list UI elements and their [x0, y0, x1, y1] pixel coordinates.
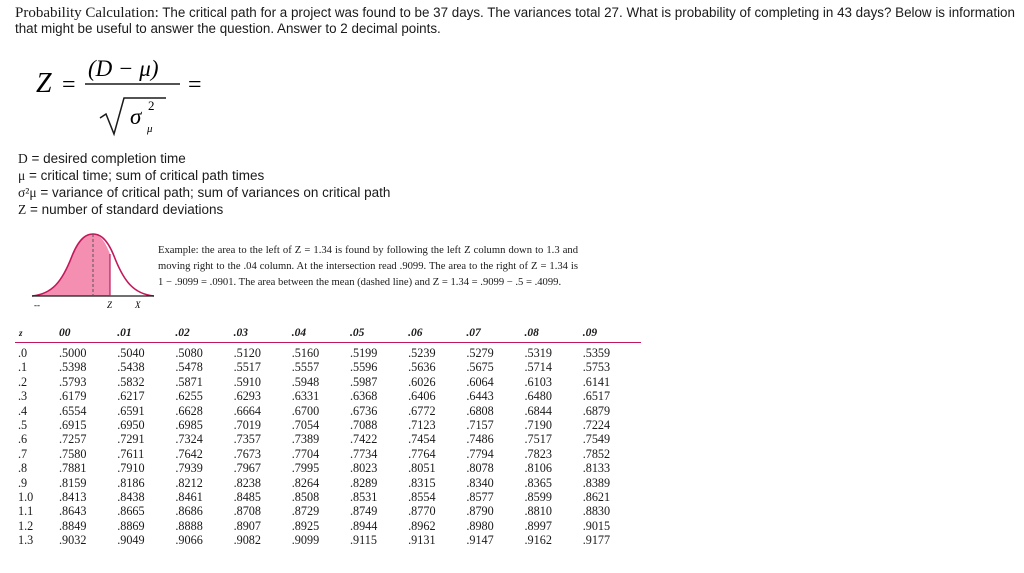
- probability-cell: .5000: [59, 346, 87, 360]
- probability-cell: .6443: [466, 389, 494, 404]
- probability-cell: .7642: [175, 446, 203, 461]
- probability-cell: .5871: [175, 374, 203, 389]
- z-value-cell: 1.1: [18, 504, 34, 519]
- probability-cell: .6217: [117, 389, 145, 404]
- probability-cell: .7422: [349, 432, 378, 447]
- question-label: Probability Calculation:: [15, 5, 159, 21]
- definition-symbol: D: [18, 151, 28, 166]
- probability-cell: .6772: [408, 403, 436, 418]
- curve-label-dash: --: [34, 300, 40, 310]
- probability-cell: .8365: [524, 475, 552, 490]
- probability-cell: .8869: [117, 518, 145, 533]
- z-value-cell: .5: [18, 418, 28, 433]
- probability-cell: .8599: [524, 490, 552, 505]
- probability-cell: .7852: [582, 446, 611, 461]
- probability-cell: .7486: [466, 432, 494, 447]
- probability-cell: .7764: [408, 446, 436, 461]
- definition-item: [18, 150, 390, 167]
- probability-cell: .6808: [466, 403, 494, 418]
- example-paragraph: Example: the area to the left of Z = 1.34 is found by following the left Z column down to 1.3 and moving right to the .04 column. At the intersection read .9099. The area to the right of Z = 1.34 is 1 − .9099 = .0901. The area between the mean (dashed line) and Z = 1.34 = .9099 − .5 = .4099.: [158, 245, 578, 289]
- formula-lhs: Z: [36, 68, 52, 99]
- probability-cell: .7190: [524, 418, 552, 433]
- probability-cell: .5832: [117, 374, 145, 389]
- formula-denominator-sub: μ: [147, 123, 153, 135]
- probability-cell: .8665: [117, 504, 145, 519]
- probability-cell: .8438: [117, 490, 145, 505]
- table-row: [15, 533, 641, 547]
- table-row: [15, 418, 641, 432]
- probability-cell: .7224: [582, 418, 611, 433]
- probability-cell: .8749: [349, 504, 378, 519]
- probability-cell: .6591: [117, 403, 145, 418]
- probability-cell: .5948: [291, 374, 320, 389]
- probability-cell: .8340: [466, 475, 494, 490]
- z-value-cell: .8: [18, 461, 28, 476]
- question-text-block: [15, 5, 1015, 37]
- probability-cell: .7517: [524, 432, 552, 447]
- table-row: [15, 476, 641, 490]
- probability-cell: .5675: [466, 360, 494, 375]
- probability-cell: .8531: [349, 490, 378, 505]
- probability-cell: .7580: [59, 446, 87, 461]
- probability-cell: .6026: [408, 374, 436, 389]
- probability-cell: .6255: [175, 389, 203, 404]
- probability-cell: .5120: [233, 346, 261, 360]
- table-row: [15, 375, 641, 389]
- z-table-header-cell: .07: [466, 322, 524, 343]
- probability-cell: .8023: [349, 461, 378, 476]
- probability-cell: .6141: [582, 374, 611, 389]
- probability-cell: .8264: [291, 475, 320, 490]
- probability-cell: .9066: [175, 533, 203, 548]
- table-row: [15, 461, 641, 475]
- probability-cell: .8810: [524, 504, 552, 519]
- probability-cell: .5714: [524, 360, 552, 375]
- probability-cell: .7704: [291, 446, 320, 461]
- probability-cell: .9162: [524, 533, 552, 548]
- probability-cell: .8051: [408, 461, 436, 476]
- probability-cell: .6368: [349, 389, 378, 404]
- probability-cell: .8708: [233, 504, 261, 519]
- probability-cell: .5160: [291, 346, 320, 360]
- probability-cell: .9147: [466, 533, 494, 548]
- definition-text: = desired completion time: [31, 151, 186, 166]
- table-row: [15, 447, 641, 461]
- probability-cell: .7291: [117, 432, 145, 447]
- probability-cell: .6406: [408, 389, 436, 404]
- probability-cell: .8907: [233, 518, 261, 533]
- probability-cell: .8186: [117, 475, 145, 490]
- probability-cell: .8577: [466, 490, 494, 505]
- z-value-cell: .9: [18, 475, 28, 490]
- probability-cell: .8289: [349, 475, 378, 490]
- probability-cell: .8106: [524, 461, 552, 476]
- table-row: [15, 389, 641, 403]
- table-row: [15, 343, 641, 361]
- definition-item: [18, 167, 390, 184]
- probability-cell: .7019: [233, 418, 261, 433]
- probability-cell: .8485: [233, 490, 261, 505]
- probability-cell: .7054: [291, 418, 320, 433]
- probability-cell: .6628: [175, 403, 203, 418]
- probability-cell: .6879: [582, 403, 611, 418]
- probability-cell: .8159: [59, 475, 87, 490]
- definition-text: = critical time; sum of critical path times: [29, 168, 265, 183]
- probability-cell: .5199: [349, 346, 378, 360]
- table-row: [15, 432, 641, 446]
- z-value-cell: 1.2: [18, 518, 34, 533]
- probability-cell: .7995: [291, 461, 320, 476]
- z-table-header-cell: .03: [234, 322, 292, 343]
- formula-numerator: (D − μ): [88, 56, 159, 81]
- probability-cell: .5987: [349, 374, 378, 389]
- z-table-header-cell: .06: [408, 322, 466, 343]
- table-row: [15, 404, 641, 418]
- probability-cell: .6950: [117, 418, 145, 433]
- probability-cell: .5636: [408, 360, 436, 375]
- probability-cell: .5753: [582, 360, 611, 375]
- probability-cell: .9015: [582, 518, 611, 533]
- probability-cell: .8238: [233, 475, 261, 490]
- probability-cell: .9032: [59, 533, 87, 548]
- z-table-header-cell: .05: [350, 322, 408, 343]
- definition-item: [18, 201, 390, 218]
- z-score-formula: [30, 50, 220, 145]
- probability-cell: .7549: [582, 432, 611, 447]
- probability-cell: .7939: [175, 461, 203, 476]
- probability-cell: .8554: [408, 490, 436, 505]
- probability-cell: .5438: [117, 360, 145, 375]
- z-value-cell: .7: [18, 446, 28, 461]
- z-table-header-cell: .09: [583, 322, 641, 343]
- definitions-list: [18, 150, 390, 218]
- probability-cell: .6103: [524, 374, 552, 389]
- probability-cell: .8133: [582, 461, 611, 476]
- probability-cell: .6179: [59, 389, 87, 404]
- definition-text: = variance of critical path; sum of variances on critical path: [40, 185, 391, 200]
- question-body: The critical path for a project was found to be 37 days. The variances total 27. What is probability of completing in 43 days? Below is information that might be useful to answer the question. Answer to 2 decimal points.: [15, 5, 1015, 36]
- curve-label-x: X: [135, 300, 141, 310]
- z-table-header-cell: .04: [292, 322, 350, 343]
- probability-cell: .6064: [466, 374, 494, 389]
- probability-cell: .8888: [175, 518, 203, 533]
- probability-cell: .6554: [59, 403, 87, 418]
- probability-cell: .5040: [117, 346, 145, 360]
- z-value-cell: .0: [18, 346, 28, 360]
- probability-cell: .5910: [233, 374, 261, 389]
- probability-cell: .9099: [291, 533, 320, 548]
- probability-cell: .6700: [291, 403, 320, 418]
- table-row: [15, 360, 641, 374]
- z-table-header-cell: .08: [525, 322, 583, 343]
- probability-cell: .8770: [408, 504, 436, 519]
- definition-item: [18, 184, 390, 201]
- formula-trailing-equals: =: [188, 72, 202, 98]
- probability-cell: .7881: [59, 461, 87, 476]
- probability-cell: .7257: [59, 432, 87, 447]
- probability-cell: .5557: [291, 360, 320, 375]
- probability-cell: .9131: [408, 533, 436, 548]
- z-value-cell: .6: [18, 432, 28, 447]
- probability-cell: .5793: [59, 374, 87, 389]
- formula-denominator-sup: 2: [148, 98, 155, 113]
- z-table: [15, 322, 641, 548]
- probability-cell: .9082: [233, 533, 261, 548]
- normal-curve-illustration: [30, 230, 160, 310]
- formula-denominator-symbol: σ: [130, 104, 142, 129]
- probability-cell: .8508: [291, 490, 320, 505]
- probability-cell: .8643: [59, 504, 87, 519]
- definition-text: = number of standard deviations: [30, 202, 224, 217]
- z-table-header-cell: .01: [117, 322, 175, 343]
- probability-cell: .8980: [466, 518, 494, 533]
- probability-cell: .7123: [408, 418, 436, 433]
- z-table-container: [15, 322, 641, 548]
- formula-equals: =: [62, 72, 76, 98]
- definition-symbol: μ: [18, 168, 26, 183]
- probability-cell: .7673: [233, 446, 261, 461]
- z-table-body: [15, 343, 641, 548]
- probability-cell: .8212: [175, 475, 203, 490]
- z-value-cell: .4: [18, 403, 28, 418]
- z-value-cell: 1.3: [18, 533, 34, 548]
- z-value-cell: .2: [18, 374, 28, 389]
- probability-cell: .8962: [408, 518, 436, 533]
- probability-cell: .7088: [349, 418, 378, 433]
- probability-cell: .6736: [349, 403, 378, 418]
- probability-cell: .7157: [466, 418, 494, 433]
- probability-cell: .6664: [233, 403, 261, 418]
- table-row: [15, 504, 641, 518]
- probability-cell: .7357: [233, 432, 261, 447]
- probability-cell: .5279: [466, 346, 494, 360]
- z-value-cell: .1: [18, 360, 28, 375]
- table-row: [15, 490, 641, 504]
- probability-cell: .6915: [59, 418, 87, 433]
- z-table-header-cell: 00: [59, 322, 117, 343]
- probability-cell: .5517: [233, 360, 261, 375]
- probability-cell: .8686: [175, 504, 203, 519]
- z-table-header-z: z: [15, 322, 59, 343]
- probability-cell: .6985: [175, 418, 203, 433]
- z-value-cell: 1.0: [18, 490, 34, 505]
- definition-symbol: σ²μ: [18, 185, 37, 200]
- z-value-cell: .3: [18, 389, 28, 404]
- probability-cell: .5359: [582, 346, 611, 360]
- curve-label-z: Z: [107, 300, 113, 310]
- probability-cell: .5239: [408, 346, 436, 360]
- probability-cell: .7454: [408, 432, 436, 447]
- probability-cell: .7324: [175, 432, 203, 447]
- probability-cell: .8413: [59, 490, 87, 505]
- probability-cell: .6517: [582, 389, 611, 404]
- probability-cell: .5080: [175, 346, 203, 360]
- probability-cell: .9177: [582, 533, 611, 548]
- probability-cell: .8461: [175, 490, 203, 505]
- probability-cell: .8997: [524, 518, 552, 533]
- probability-cell: .8315: [408, 475, 436, 490]
- z-table-header-cell: .02: [175, 322, 233, 343]
- probability-cell: .7611: [117, 446, 145, 461]
- probability-cell: .7967: [233, 461, 261, 476]
- probability-cell: .7389: [291, 432, 320, 447]
- probability-cell: .7734: [349, 446, 378, 461]
- probability-cell: .8729: [291, 504, 320, 519]
- probability-cell: .8944: [349, 518, 378, 533]
- probability-cell: .8830: [582, 504, 611, 519]
- probability-cell: .5398: [59, 360, 87, 375]
- probability-cell: .8925: [291, 518, 320, 533]
- probability-cell: .6331: [291, 389, 320, 404]
- probability-cell: .9115: [349, 533, 377, 548]
- table-row: [15, 519, 641, 533]
- probability-cell: .7823: [524, 446, 552, 461]
- probability-cell: .7794: [466, 446, 494, 461]
- probability-cell: .6293: [233, 389, 261, 404]
- probability-cell: .7910: [117, 461, 145, 476]
- z-table-header-row: [15, 322, 641, 343]
- probability-cell: .8078: [466, 461, 494, 476]
- probability-cell: .8389: [582, 475, 611, 490]
- probability-cell: .5478: [175, 360, 203, 375]
- probability-cell: .6480: [524, 389, 552, 404]
- probability-cell: .6844: [524, 403, 552, 418]
- probability-cell: .8849: [59, 518, 87, 533]
- probability-cell: .9049: [117, 533, 145, 548]
- definition-symbol: Z: [18, 202, 27, 217]
- probability-cell: .5319: [524, 346, 552, 360]
- probability-cell: .8790: [466, 504, 494, 519]
- curve-shaded-area: [32, 234, 110, 296]
- probability-cell: .8621: [582, 490, 611, 505]
- probability-cell: .5596: [349, 360, 378, 375]
